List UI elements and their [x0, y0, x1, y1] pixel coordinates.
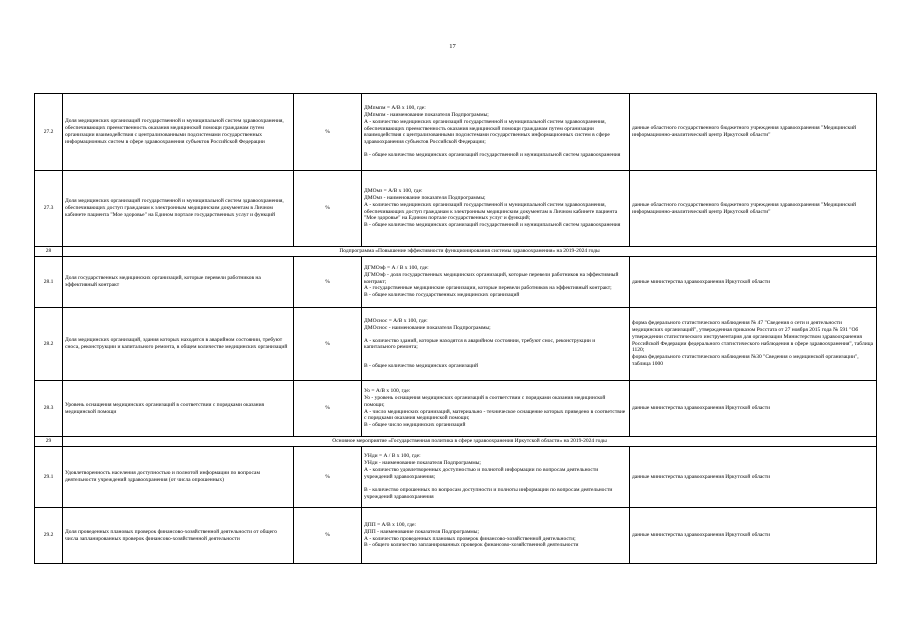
indicator-number: 27.2 [35, 94, 63, 171]
indicators-table [34, 93, 877, 564]
indicator-unit: % [294, 94, 362, 171]
indicator-name: Удовлетворенность населения доступностью и полнотой информации по вопросам деятельности учреждений здравоохранения (от числа опрошенных) [63, 447, 294, 508]
indicator-unit: % [294, 257, 362, 308]
formula-line: В - общее количество медицинских организаций государственной и муниципальной систем здравоохранения [364, 222, 621, 229]
source-line: данные министерства здравоохранения Иркутской области [632, 405, 771, 411]
source-line: данные министерства здравоохранения Иркутской области [632, 278, 771, 285]
indicators-table-body [35, 94, 877, 564]
indicator-number: 28.3 [35, 381, 63, 437]
formula-line: ДМОснос - наименование показателя Подпрограммы; [364, 324, 491, 331]
indicator-unit: % [294, 308, 362, 381]
source-line: данные министерства здравоохранения Иркутской области [632, 532, 771, 538]
formula-line: В - количество опрошенных по вопросам доступности и полноты информации по вопросам деятельности учреждений здравоохранения [364, 486, 613, 500]
indicator-source [630, 94, 877, 171]
indicator-source [630, 257, 877, 308]
formula-line: УНди = А / В х 100, где: [364, 453, 421, 460]
source-line: форма федерального статистического наблюдения № 47 "Сведения о сети и деятельности медицинских организаций", утвержденная приказом Росстата от 27 ноября 2015 года № 591 "Об утверждении статистического инструментария для организации Министерством здравоохранения Российской Федерации федерального статистического наблюдения в сфере здравоохранения", таблица 1120; [632, 319, 874, 354]
indicator-number: 28.1 [35, 257, 63, 308]
section-row [35, 247, 877, 257]
formula-line: А - количество зданий, которые находятся в аварийном состоянии, требуют снос, реконструкции и капитального ремонта; [364, 337, 596, 351]
indicator-formula [362, 171, 630, 247]
formula-line: ДПП = А/В х 100, где: [364, 521, 416, 528]
formula-line: А - количество удовлетворенных доступностью и полнотой информации по вопросам деятельности учреждений здравоохранения; [364, 467, 599, 480]
indicator-formula [362, 308, 630, 381]
indicator-number: 27.3 [35, 171, 63, 247]
source-line: данные областного государственного бюджетного учреждения здравоохранения "Медицинский информационно-аналитический центр Иркутской области" [632, 201, 857, 215]
indicator-name: Уровень оснащения медицинских организаций в соответствии с порядками оказания медицинской помощи [63, 381, 294, 437]
formula-line: А - количество проведенных плановых проверок финансово-хозяйственной деятельности; [364, 535, 576, 542]
indicator-source [630, 508, 877, 564]
formula-line: А - государственные медицинские организации, которые перевели работников на эффективный контракт; [364, 285, 612, 292]
page-number: 17 [449, 43, 456, 50]
indicator-row [35, 447, 877, 508]
source-line: данные министерства здравоохранения Иркутской области [632, 473, 771, 480]
indicator-row [35, 257, 877, 308]
formula-line: ДМОмз - наименование показателя Подпрограммы; [364, 194, 486, 201]
indicator-source [630, 171, 877, 247]
indicator-source [630, 447, 877, 508]
formula-line: ДГМОэф = А / В х 100, где: [364, 264, 429, 271]
indicator-unit: % [294, 171, 362, 247]
indicator-unit: % [294, 447, 362, 508]
indicator-number: 29.1 [35, 447, 63, 508]
indicator-source [630, 308, 877, 381]
indicator-row [35, 508, 877, 564]
formula-line: В - общее количество государственных медицинских организаций [364, 292, 520, 299]
formula-line: ДМпмпм = А/В х 100, где: [364, 104, 426, 111]
indicator-name: Доля медицинских организаций государственной и муниципальной систем здравоохранения, обеспечивающих преемственность оказания медицинской помощи гражданам путем организации взаимодействия с централизованными подсистемами государственных информационных систем в сфере здравоохранения субъектов Российской Федерации [63, 94, 294, 171]
indicator-row [35, 308, 877, 381]
formula-line: А - количество медицинских организаций государственной и муниципальной систем здравоохранения, обеспечивающих доступ гражданам к электронным медицинским документам в Личном кабинете пациента "Мое здоровье" на Едином портале государственных услуг и функций; [364, 201, 618, 222]
formula-line: В - общее число медицинских организаций [364, 422, 466, 429]
formula-line: В - общее количество медицинских организаций [364, 363, 479, 370]
formula-line: ДГМОэф - доля государственных медицинских организаций, которые перевели работников на эффективный контракт; [364, 271, 619, 285]
indicator-formula [362, 94, 630, 171]
indicator-row [35, 171, 877, 247]
formula-line: ДМпмпм - наименование показателя Подпрограммы; [364, 111, 489, 118]
indicator-formula [362, 257, 630, 308]
indicator-number: 28.2 [35, 308, 63, 381]
section-number: 28 [35, 247, 63, 257]
section-number: 29 [35, 437, 63, 447]
formula-line: ДПП - наименование показателя Подпрограммы; [364, 528, 480, 535]
formula-line: Уо - уровень оснащения медицинских организаций в соответствии с порядками оказания медицинской помощи; [364, 394, 606, 408]
indicator-formula [362, 508, 630, 564]
formula-line: ДМОмз = А/В х 100, где: [364, 187, 423, 194]
section-title: Основное мероприятие «Государственная политика в сфере здравоохранения Иркутской области» на 2019-2024 годы [63, 437, 877, 447]
indicator-unit: % [294, 508, 362, 564]
indicator-name: Доля проведенных плановых проверок финансово-хозяйственной деятельности от общего числа запланированных проверок финансово-хозяйственной деятельности [63, 508, 294, 564]
indicator-name: Доля медицинских организаций государственной и муниципальной систем здравоохранения, обеспечивающих доступ гражданам к электронным медицинским документам в Личном кабинете пациента "Мое здоровье" на Едином портале государственных услуг и функций [63, 171, 294, 247]
indicator-row [35, 94, 877, 171]
indicator-row [35, 381, 877, 437]
formula-line: ДМОснос = А/В х 100, где: [364, 317, 428, 324]
source-line: данные областного государственного бюджетного учреждения здравоохранения "Медицинский информационно-аналитический центр Иркутской области" [632, 125, 857, 138]
indicator-name: Доля государственных медицинских организаций, которые перевели работников на эффективный контракт [63, 257, 294, 308]
formula-line: А - число медицинских организаций, материально - техническое оснащение которых приведено в соответствие с порядками оказания медицинской помощи; [364, 408, 626, 422]
formula-line: В - общего количество запланированных проверок финансово-хозяйственной деятельности [364, 542, 579, 549]
formula-line: В - общее количество медицинских организаций государственной и муниципальной систем здравоохранения [364, 152, 621, 159]
formula-line: Уо = А/В х 100, где: [364, 387, 411, 394]
formula-line: А - количество медицинских организаций государственной и муниципальной систем здравоохранения, обеспечивающих преемственность оказания медицинской помощи гражданам путем организации взаимодействия с централизованными подсистемами государственных информационных систем в сфере здравоохранения субъектов Российской Федерации; [364, 118, 610, 146]
section-title: Подпрограмма «Повышение эффективности функционирования системы здравоохранения» на 2019-2024 годы [63, 247, 877, 257]
indicator-number: 29.2 [35, 508, 63, 564]
indicator-formula [362, 381, 630, 437]
indicator-formula [362, 447, 630, 508]
source-line: форма федерального статистического наблюдения №30 "Сведения о медицинской организации", таблица 1000 [632, 354, 859, 368]
indicator-unit: % [294, 381, 362, 437]
indicator-name: Доля медицинских организаций, здания которых находятся в аварийном состоянии, требуют сноса, реконструкции и капитального ремонта, в общем количестве медицинских организаций [63, 308, 294, 381]
indicator-source [630, 381, 877, 437]
formula-line: УНди - наименование показателя Подпрограммы; [364, 460, 481, 467]
section-row [35, 437, 877, 447]
